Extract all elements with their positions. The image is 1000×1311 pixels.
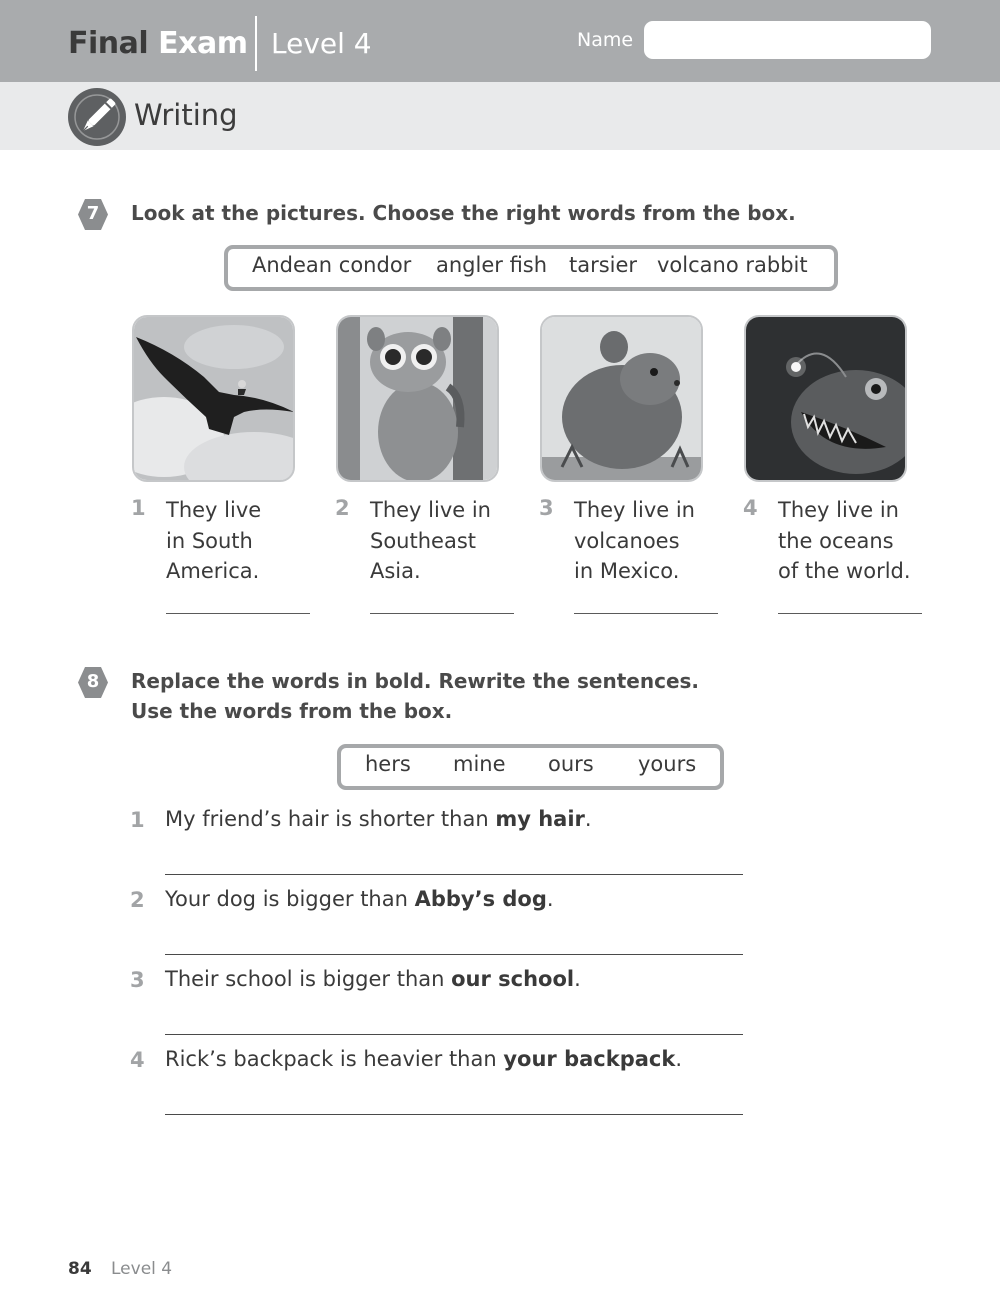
ex7-item-3-answer-line[interactable]: [574, 613, 718, 614]
tarsier-picture: [336, 315, 499, 482]
condor-picture: [132, 315, 295, 482]
word-andean-condor: Andean condor: [252, 253, 412, 277]
ex8-sentence-4-number: 4: [130, 1048, 145, 1072]
ex7-item-4-number: 4: [743, 496, 758, 520]
ex8-sentence-2-after: .: [546, 887, 554, 911]
ex8-sentence-2-bold: Abby’s dog: [414, 887, 547, 911]
section-title: Writing: [134, 98, 238, 132]
ex7-item-1-answer-line[interactable]: [166, 613, 310, 614]
name-label: Name: [577, 29, 634, 51]
ex7-item-3-number: 3: [539, 496, 554, 520]
ex7-item-4-clue: [778, 495, 911, 587]
ex8-sentence-2-number: 2: [130, 888, 145, 912]
exercise-8-instruction-line2: Use the words from the box.: [131, 699, 453, 723]
ex8-sentence-4-bold: your backpack: [503, 1047, 676, 1071]
ex8-sentence-1-after: .: [584, 807, 592, 831]
ex7-item-1-line2: in South: [166, 528, 253, 553]
ex7-item-3-line2: volcanoes: [574, 528, 680, 553]
word-mine: mine: [453, 752, 506, 776]
ex7-item-2-answer-line[interactable]: [370, 613, 514, 614]
exercise-7-number: 7: [86, 203, 100, 224]
ex7-item-3-clue: [574, 495, 695, 587]
ex8-sentence-3: [165, 967, 581, 991]
ex7-item-1-number: 1: [131, 496, 146, 520]
ex8-sentence-4-before: Rick’s backpack is heavier than: [165, 1047, 504, 1071]
ex8-sentence-1-bold: my hair: [495, 807, 585, 831]
exam-title-exam: Exam: [158, 26, 248, 61]
ex8-sentence-4: [165, 1047, 682, 1071]
ex7-item-1-line1: They live: [166, 498, 262, 522]
ex8-sentence-2-before: Your dog is bigger than: [165, 887, 415, 911]
ex8-sentence-3-before: Their school is bigger than: [165, 967, 452, 991]
ex7-item-4-line3: of the world.: [778, 559, 911, 583]
ex7-item-3-line1: They live in: [574, 498, 695, 522]
word-ours: ours: [548, 752, 594, 776]
ex8-sentence-4-after: .: [675, 1047, 683, 1071]
pen-icon: [68, 88, 126, 146]
ex8-sentence-2-answer-line[interactable]: [165, 954, 743, 955]
word-hers: hers: [365, 752, 411, 776]
exam-level: Level 4: [271, 27, 372, 60]
name-field[interactable]: [644, 21, 931, 59]
word-yours: yours: [638, 752, 697, 776]
ex8-sentence-4-answer-line[interactable]: [165, 1114, 743, 1115]
ex7-item-4-line2: the oceans: [778, 528, 894, 553]
ex8-sentence-3-number: 3: [130, 968, 145, 992]
page-number: 84: [68, 1259, 92, 1279]
ex7-item-2-number: 2: [335, 496, 350, 520]
ex7-item-4-answer-line[interactable]: [778, 613, 922, 614]
ex7-item-2-line2: Southeast: [370, 528, 476, 553]
ex7-item-1-clue: [166, 495, 261, 587]
word-angler-fish: angler fish: [436, 253, 548, 277]
footer-level: Level 4: [111, 1259, 173, 1279]
ex8-sentence-3-bold: our school: [451, 967, 575, 991]
ex7-item-2-line1: They live in: [370, 498, 491, 522]
ex7-item-2-clue: [370, 495, 491, 587]
ex7-item-1-line3: America.: [166, 559, 260, 583]
ex7-item-3-line3: in Mexico.: [574, 559, 680, 583]
ex8-sentence-3-answer-line[interactable]: [165, 1034, 743, 1035]
ex8-sentence-3-after: .: [574, 967, 581, 991]
exercise-8-instruction-line1: Replace the words in bold. Rewrite the sentences.: [131, 669, 700, 693]
ex7-item-4-line1: They live in: [778, 498, 899, 522]
exam-title: [68, 26, 247, 61]
ex8-sentence-1-before: My friend’s hair is shorter than: [165, 807, 496, 831]
exercise-8-instruction: [131, 666, 699, 726]
word-tarsier: tarsier: [569, 253, 638, 277]
ex7-item-2-line3: Asia.: [370, 559, 421, 583]
word-volcano-rabbit: volcano rabbit: [657, 253, 808, 277]
ex8-sentence-1-answer-line[interactable]: [165, 874, 743, 875]
exercise-8-badge: [77, 666, 109, 699]
angler-fish-picture: [744, 315, 907, 482]
ex8-sentence-2: [165, 887, 554, 911]
volcano-rabbit-picture: [540, 315, 703, 482]
exam-title-final: Final: [68, 26, 149, 61]
header-divider: [255, 16, 257, 71]
exercise-7-instruction: Look at the pictures. Choose the right words from the box.: [131, 201, 796, 225]
ex8-sentence-1: [165, 807, 592, 831]
ex8-sentence-1-number: 1: [130, 808, 145, 832]
exercise-7-badge: [77, 198, 109, 231]
exercise-8-number: 8: [86, 671, 100, 692]
